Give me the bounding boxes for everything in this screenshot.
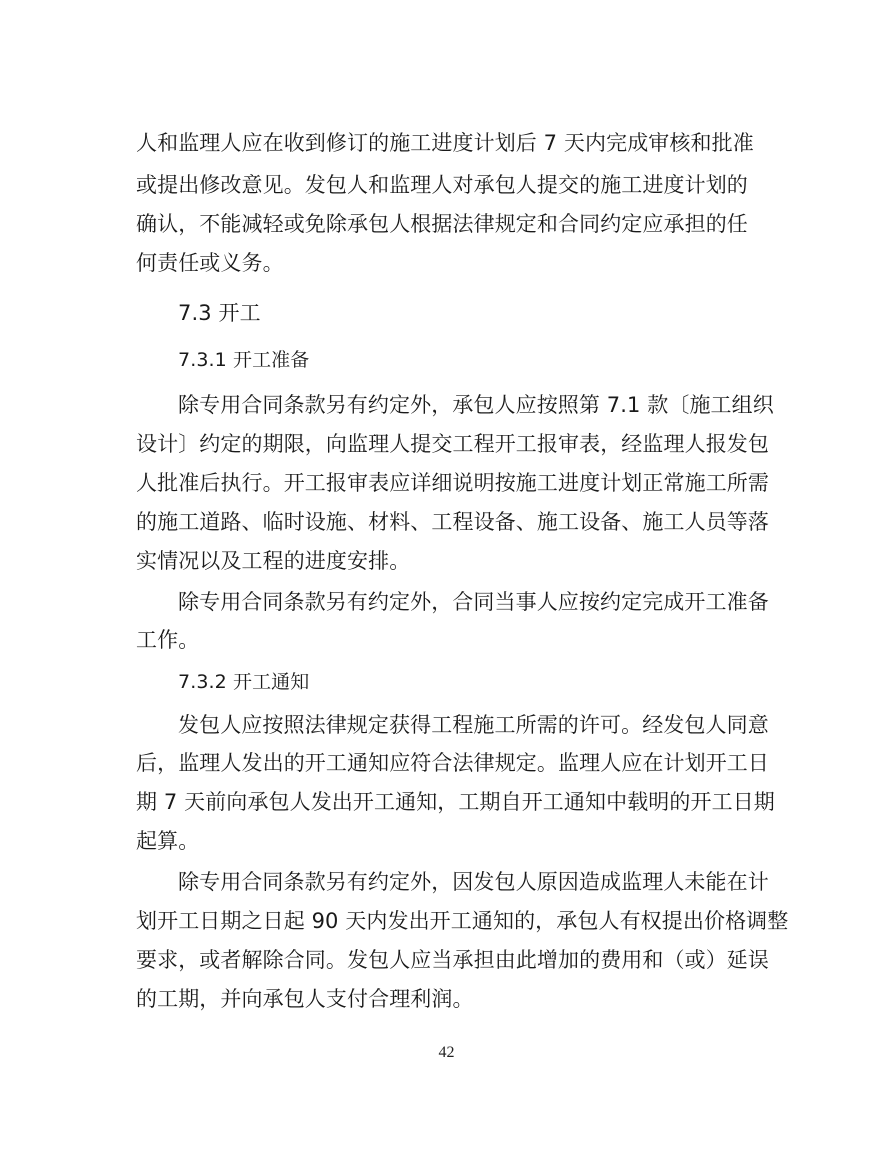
- paragraph-line: 实情况以及工程的进度安排。: [136, 549, 411, 573]
- paragraph-line: 人批准后执行。开工报审表应详细说明按施工进度计划正常施工所需: [136, 471, 769, 495]
- paragraph-line: 设计〕约定的期限，向监理人提交工程开工报审表，经监理人报发包: [136, 432, 769, 456]
- paragraph-line: 除专用合同条款另有约定外，合同当事人应按约定完成开工准备: [178, 590, 769, 614]
- paragraph-line: 何责任或义务。: [136, 251, 284, 275]
- paragraph-line: 的工期，并向承包人支付合理利润。: [136, 987, 474, 1011]
- paragraph-line: 发包人应按照法律规定获得工程施工所需的许可。经发包人同意: [178, 713, 769, 737]
- paragraph-line: 人和监理人应在收到修订的施工进度计划后 7 天内完成审核和批准: [136, 131, 754, 155]
- page-number: 42: [438, 1044, 455, 1061]
- section-heading-7-3: 7.3 开工: [178, 301, 261, 325]
- paragraph-line: 除专用合同条款另有约定外，承包人应按照第 7.1 款〔施工组织: [178, 393, 774, 417]
- section-heading-7-3-1: 7.3.1 开工准备: [178, 349, 310, 371]
- paragraph-line: 除专用合同条款另有约定外，因发包人原因造成监理人未能在计: [178, 870, 769, 894]
- paragraph-line: 的施工道路、临时设施、材料、工程设备、施工设备、施工人员等落: [136, 510, 769, 534]
- paragraph-line: 期 7 天前向承包人发出开工通知，工期自开工通知中载明的开工日期: [136, 790, 775, 814]
- paragraph-line: 划开工日期之日起 90 天内发出开工通知的，承包人有权提出价格调整: [136, 909, 789, 933]
- paragraph-line: 工作。: [136, 628, 200, 652]
- paragraph-line: 后，监理人发出的开工通知应符合法律规定。监理人应在计划开工日: [136, 751, 769, 775]
- section-heading-7-3-2: 7.3.2 开工通知: [178, 671, 310, 693]
- paragraph-line: 或提出修改意见。发包人和监理人对承包人提交的施工进度计划的: [136, 173, 748, 197]
- paragraph-line: 确认，不能减轻或免除承包人根据法律规定和合同约定应承担的任: [136, 212, 748, 236]
- paragraph-line: 起算。: [136, 829, 200, 853]
- paragraph-line: 要求，或者解除合同。发包人应当承担由此增加的费用和（或）延误: [136, 948, 769, 972]
